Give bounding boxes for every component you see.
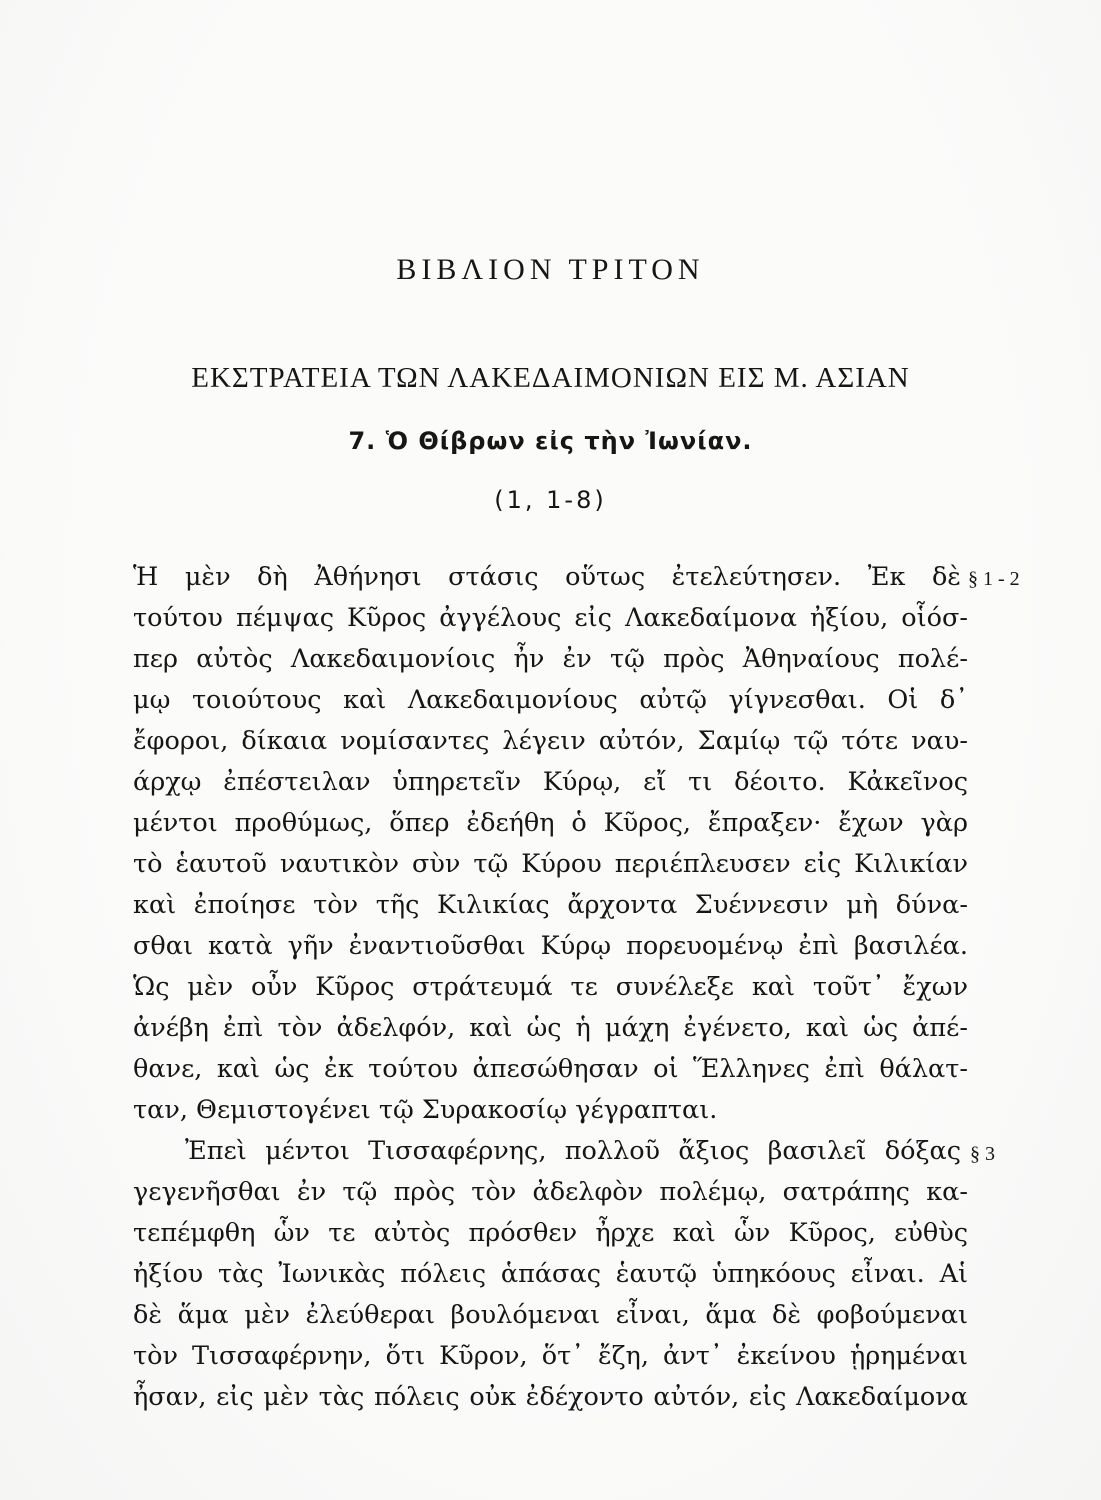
text-line: Ὡς μὲν οὖν Κῦρος στράτευμά τε συνέλεξε καὶ τοῦτ᾽ ἔχων — [133, 972, 968, 1002]
text-line: γεγενῆσθαι ἐν τῷ πρὸς τὸν ἀδελφὸν πολέμῳ, σατράπης κα- — [133, 1177, 968, 1207]
chapter-reference: (1, 1-8) — [494, 486, 607, 514]
text-line: τεπέμφθη ὧν τε αὐτὸς πρόσθεν ἦρχε καὶ ὧν Κῦρος, εὐθὺς — [133, 1218, 968, 1248]
text-line: ἔφοροι, δίκαια νομίσαντες λέγειν αὐτόν, Σαμίῳ τῷ τότε ναυ- — [133, 726, 968, 756]
text-line: Ἐπεὶ μέντοι Τισσαφέρνης, πολλοῦ ἄξιος βασιλεῖ δόξας — [185, 1136, 961, 1166]
text-line: ἦσαν, εἰς μὲν τὰς πόλεις οὐκ ἐδέχοντο αὐτόν, εἰς Λακεδαίμονα — [133, 1382, 968, 1412]
text-line: περ αὐτὸς Λακεδαιμονίοις ἦν ἐν τῷ πρὸς Ἀθηναίους πολέ- — [133, 644, 968, 674]
margin-section-note: § 3 — [970, 1143, 995, 1165]
text-line: θανε, καὶ ὡς ἐκ τούτου ἀπεσώθησαν οἱ Ἕλληνες ἐπὶ θάλατ- — [133, 1054, 968, 1084]
text-line: μῳ τοιούτους καὶ Λακεδαιμονίους αὐτῷ γίγνεσθαι. Οἱ δ᾽ — [133, 685, 968, 715]
text-line: τούτου πέμψας Κῦρος ἀγγέλους εἰς Λακεδαίμονα ἠξίου, οἷόσ- — [133, 603, 968, 633]
text-line: μέντοι προθύμως, ὅπερ ἐδεήθη ὁ Κῦρος, ἔπραξεν· ἔχων γὰρ — [133, 808, 968, 838]
text-line: ἀνέβη ἐπὶ τὸν ἀδελφόν, καὶ ὡς ἡ μάχη ἐγένετο, καὶ ὡς ἀπέ- — [133, 1013, 968, 1043]
chapter-title: 7. Ὁ Θίβρων εἰς τὴν Ἰωνίαν. — [348, 427, 753, 455]
text-line: καὶ ἐποίησε τὸν τῆς Κιλικίας ἄρχοντα Συέννεσιν μὴ δύνα- — [133, 890, 968, 920]
text-line: δὲ ἅμα μὲν ἐλεύθεραι βουλόμεναι εἶναι, ἅμα δὲ φοβούμεναι — [133, 1300, 968, 1330]
text-line: τὸν Τισσαφέρνην, ὅτι Κῦρον, ὅτ᾽ ἔζη, ἀντ᾽ ἐκείνου ᾑρημέναι — [133, 1341, 968, 1371]
text-line: ταν, Θεμιστογένει τῷ Συρακοσίῳ γέγραπται. — [133, 1095, 718, 1125]
margin-section-note: § 1 - 2 — [968, 568, 1020, 590]
text-line: Ἡ μὲν δὴ Ἀθήνησι στάσις οὕτως ἐτελεύτησεν. Ἐκ δὲ — [133, 562, 961, 592]
text-line: τὸ ἑαυτοῦ ναυτικὸν σὺν τῷ Κύρου περιέπλευσεν εἰς Κιλικίαν — [133, 849, 968, 879]
text-line: άρχῳ ἐπέστειλαν ὑπηρετεῖν Κύρῳ, εἴ τι δέοιτο. Κἀκεῖνος — [133, 767, 968, 797]
section-title: ΕΚΣΤΡΑΤΕΙΑ ΤΩΝ ΛΑΚΕΔΑΙΜΟΝΙΩΝ ΕΙΣ Μ. ΑΣΙΑΝ — [191, 362, 910, 394]
book-title: ΒΙΒΛΙΟΝ ΤΡΙΤΟΝ — [396, 253, 705, 286]
text-line: σθαι κατὰ γῆν ἐναντιοῦσθαι Κύρῳ πορευομένῳ ἐπὶ βασιλέα. — [133, 931, 968, 961]
text-line: ἠξίου τὰς Ἰωνικὰς πόλεις ἁπάσας ἑαυτῷ ὑπηκόους εἶναι. Αἱ — [133, 1259, 968, 1289]
